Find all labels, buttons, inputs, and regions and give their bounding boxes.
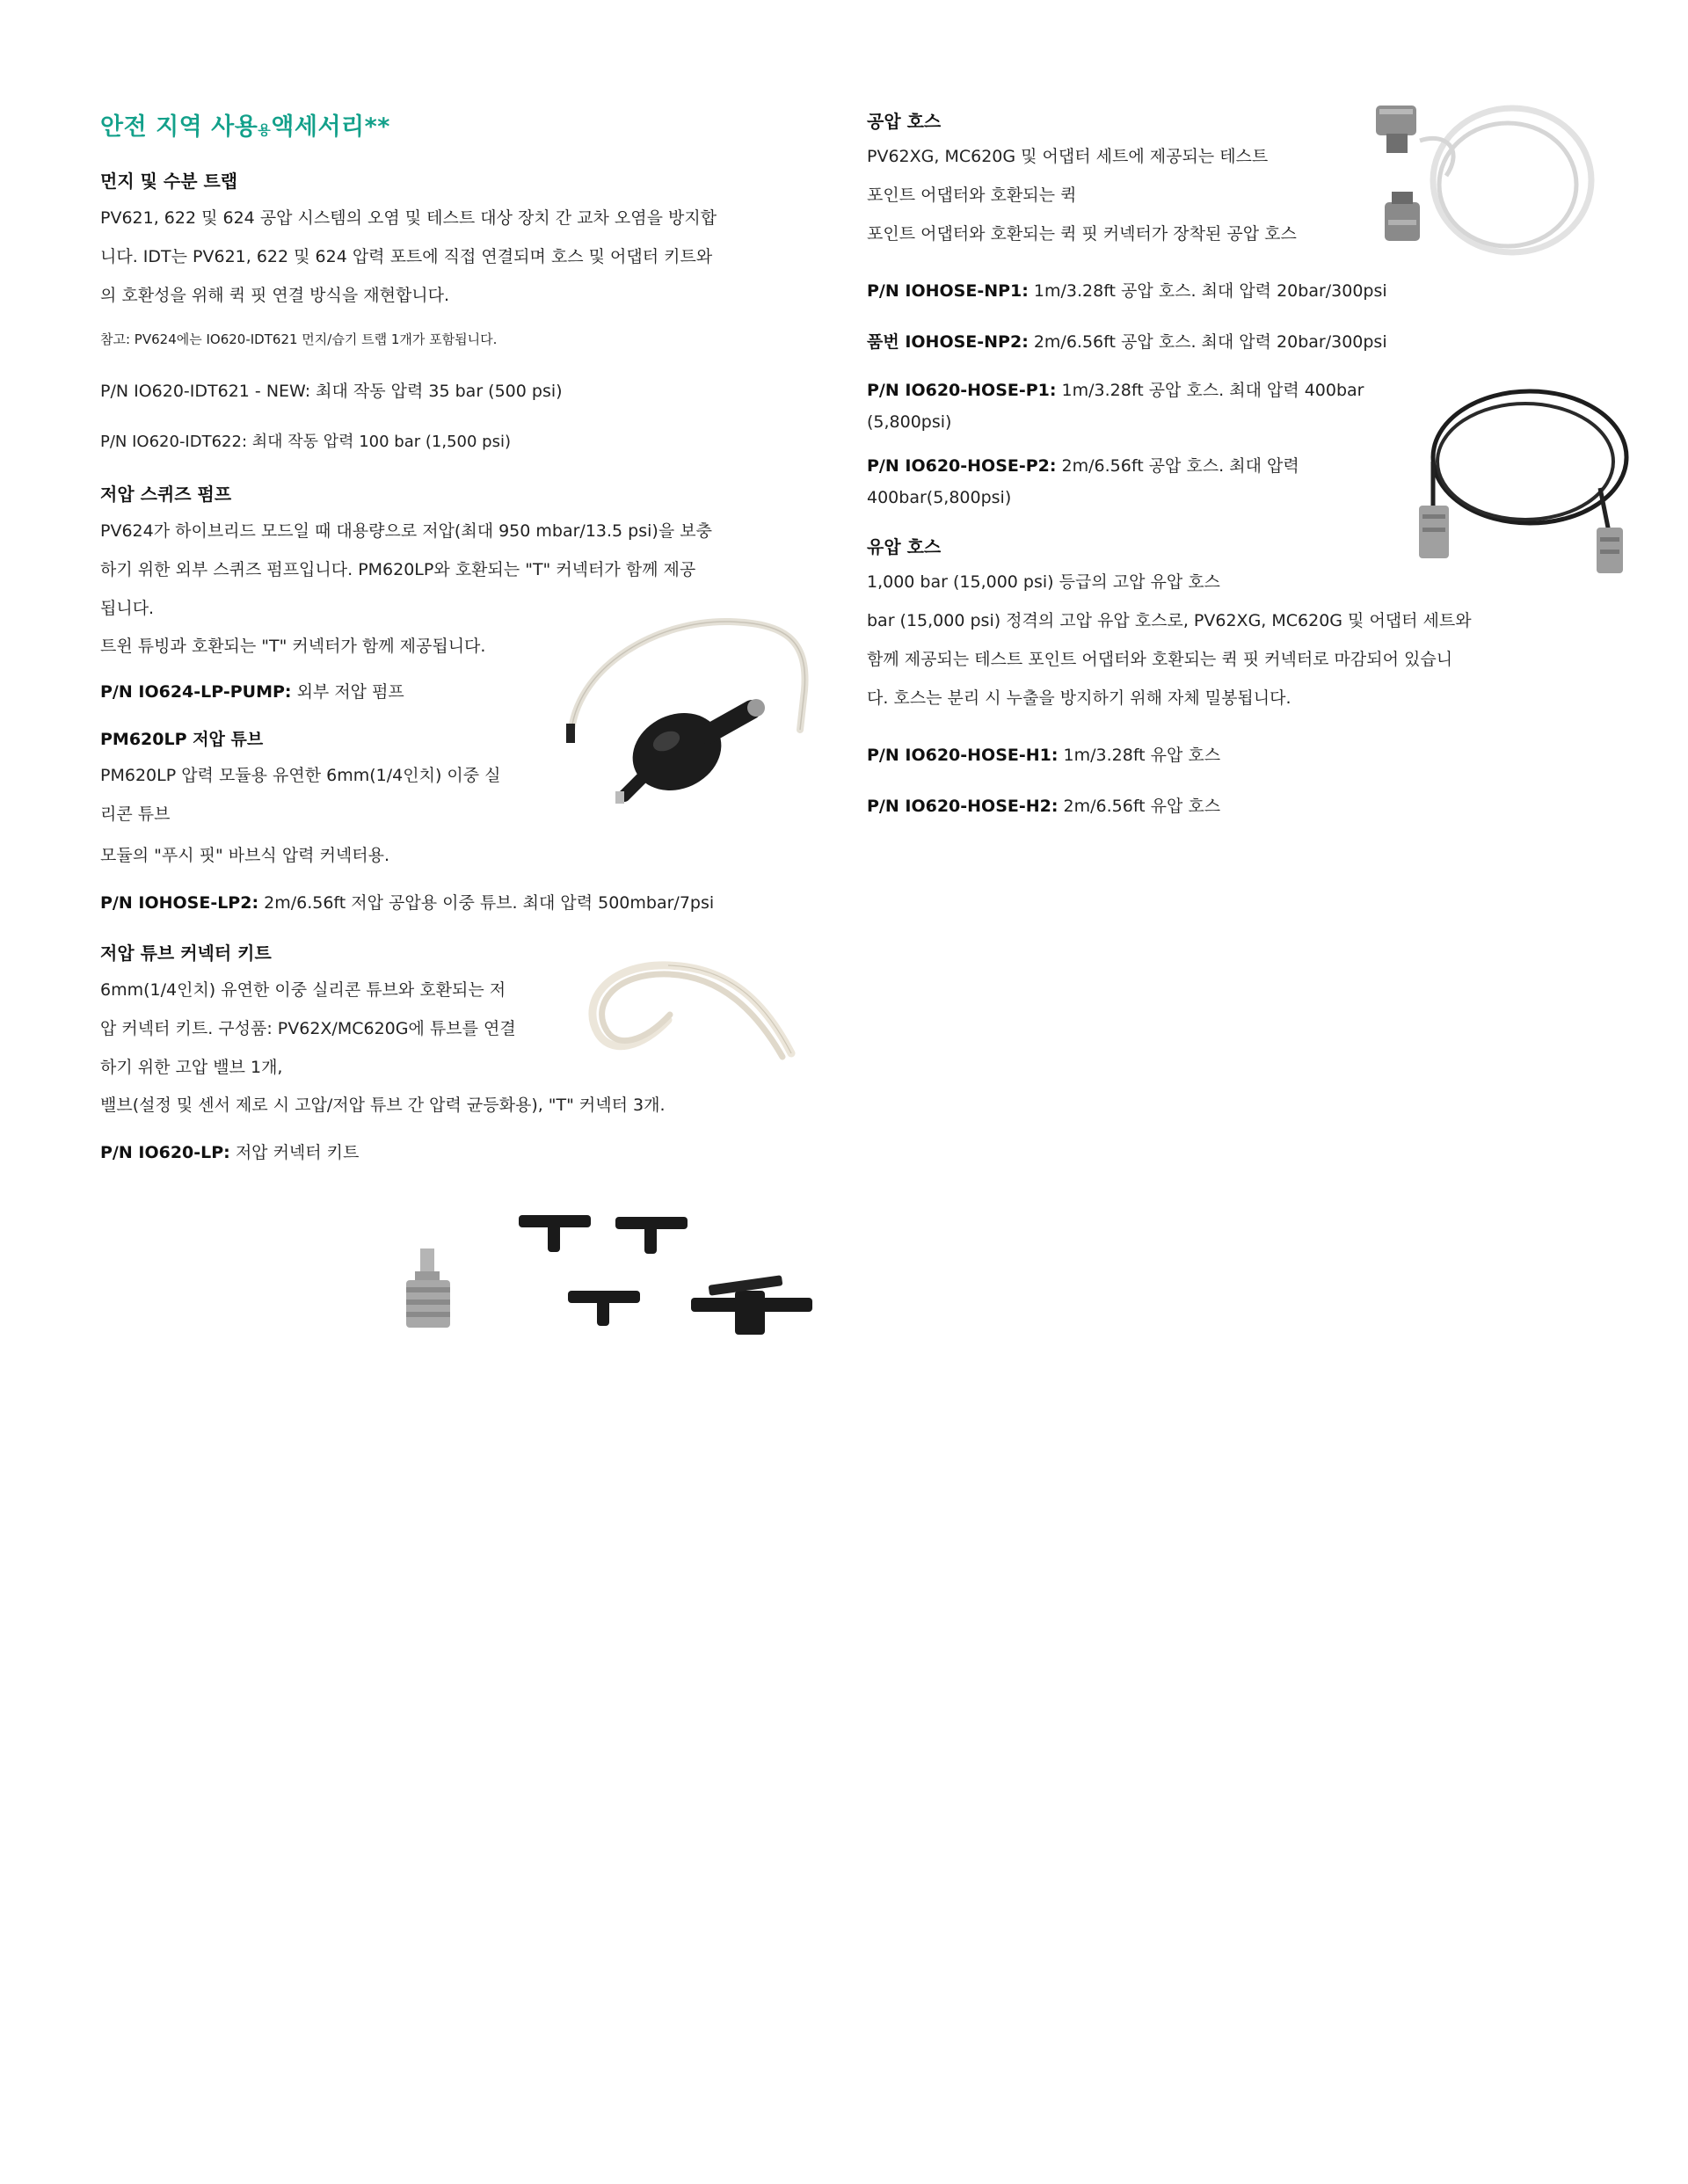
hydraulic-hose-heading: 유압 호스 [867,536,942,557]
squeeze-pump-heading: 저압 스퀴즈 펌프 [100,484,232,505]
squeeze-pump-pn: P/N IO624-LP-PUMP: 외부 저압 펌프 [100,682,404,702]
squeeze-pump-image [554,611,818,813]
hydraulic-hose-pn-2: P/N IO620-HOSE-H2: 2m/6.56ft 유압 호스 [867,797,1221,816]
lp-tube-pn: P/N IOHOSE-LP2: 2m/6.56ft 저압 공압용 이중 튜브. 최대 압력 500mbar/7psi [100,893,715,913]
pneumatic-hose-pn-2: 품번 IOHOSE-NP2: 2m/6.56ft 공압 호스. 최대 압력 20bar/300psi [867,332,1387,352]
pneumatic-hose-image [1367,97,1596,273]
silicone-tube-image [571,950,800,1073]
connector-kit-heading: 저압 튜브 커넥터 키트 [100,943,272,964]
dust-trap-note: 참고: PV624에는 IO620-IDT621 먼지/습기 트랩 1개가 포함됩니다. [100,331,498,347]
dust-trap-heading: 먼지 및 수분 트랩 [100,171,238,192]
page-title: 안전 지역 사용용액세서리** [100,113,390,141]
pneumatic-hose-description: PV62XG, MC620G 및 어댑터 세트에 제공되는 테스트 포인트 어댑터와 호환되는 퀵 포인트 어댑터와 호환되는 퀵 핏 커넥터가 장착된 공압 호스 [867,147,1297,244]
pneumatic-hose-pn-1: P/N IOHOSE-NP1: 1m/3.28ft 공압 호스. 최대 압력 20bar/300psi [867,281,1387,301]
connector-kit-parts-image [404,1196,818,1354]
pneumatic-hose-heading: 공압 호스 [867,111,942,132]
squeeze-pump-description: PV624가 하이브리드 모드일 때 대용량으로 저압(최대 950 mbar/13.5 psi)을 보충 하기 위한 외부 스퀴즈 펌프입니다. PM620LP와 호환되는 "T" 커넥터가 함께 제공 됩니다. [100,521,712,618]
hydraulic-hose-description: 1,000 bar (15,000 psi) 등급의 고압 유압 호스 bar (15,000 psi) 정격의 고압 유압 호스로, PV62XG, MC620G 및 어댑터 세트와 함께 제공되는 테스트 포인트 어댑터와 호환되는 퀵 핏 커넥터로 마감되어 있습니 다. 호스는 분리 시 누출을 방지하기 위해 자체 밀봉됩니다. [867,572,1472,708]
connector-kit-description: 6mm(1/4인치) 유연한 이중 실리콘 튜브와 호환되는 저 압 커넥터 키트. 구성품: PV62X/MC620G에 튜브를 연결 하기 위한 고압 밸브 1개, [100,980,516,1077]
lp-tube-heading: PM620LP 저압 튜브 [100,730,264,749]
connector-kit-line4: 밸브(설정 및 센서 제로 시 고압/저압 튜브 간 압력 균등화용), "T" 커넥터 3개. [100,1096,666,1115]
dust-trap-description: PV621, 622 및 624 공압 시스템의 오염 및 테스트 대상 장치 간 교차 오염을 방지합 니다. IDT는 PV621, 622 및 624 압력 포트에 직접 연결되며 호스 및 어댑터 키트와 의 호환성을 위해 퀵 핏 연결 방식을 재현합니다. [100,208,717,305]
lp-tube-description: PM620LP 압력 모듈용 유연한 6mm(1/4인치) 이중 실 리콘 튜브 [100,766,501,824]
hydraulic-hose-pn-1: P/N IO620-HOSE-H1: 1m/3.28ft 유압 호스 [867,746,1221,765]
hp-hose-image [1398,374,1635,585]
lp-tube-line3: 모듈의 "푸시 핏" 바브식 압력 커넥터용. [100,846,390,865]
pneumatic-hose-pn-4: P/N IO620-HOSE-P2: 2m/6.56ft 공압 호스. 최대 압력 400bar(5,800psi) [867,456,1299,507]
pneumatic-hose-pn-3: P/N IO620-HOSE-P1: 1m/3.28ft 공압 호스. 최대 압력 400bar (5,800psi) [867,381,1364,432]
squeeze-pump-line4: 트윈 튜빙과 호환되는 "T" 커넥터가 함께 제공됩니다. [100,637,486,656]
dust-trap-pn-1: P/N IO620-IDT621 - NEW: 최대 작동 압력 35 bar (500 psi) [100,382,563,401]
dust-trap-pn-2: P/N IO620-IDT622: 최대 작동 압력 100 bar (1,500 psi) [100,433,511,451]
connector-kit-pn: P/N IO620-LP: 저압 커넥터 키트 [100,1143,360,1162]
